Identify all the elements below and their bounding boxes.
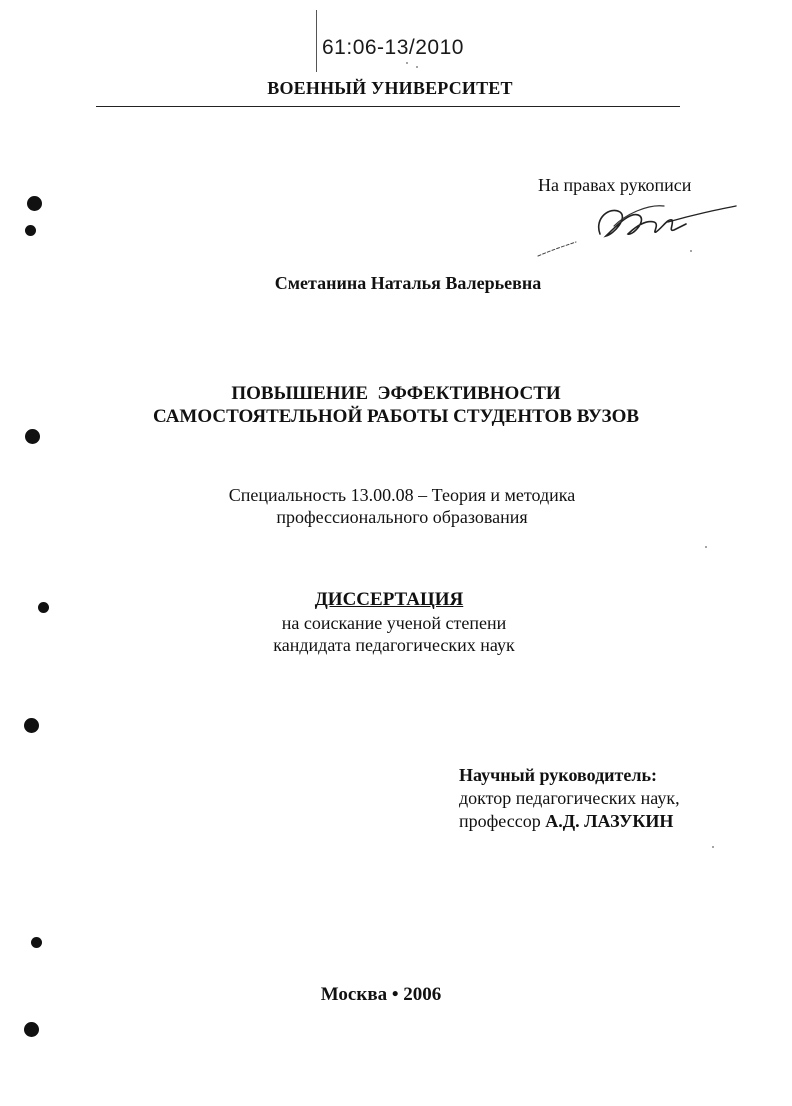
supervisor-name: А.Д. ЛАЗУКИН: [545, 811, 674, 831]
archive-stamp-number: 61:06-13/2010: [322, 36, 464, 59]
signature-image: [536, 196, 746, 266]
author-name: Сметанина Наталья Валерьевна: [274, 273, 542, 293]
supervisor-block: [459, 764, 680, 833]
place-and-year: Москва • 2006: [320, 984, 442, 1005]
scan-speck: [712, 846, 714, 848]
supervisor-degree: доктор педагогических наук,: [459, 788, 680, 808]
header-rule: [96, 106, 680, 107]
binder-hole-mark: [31, 937, 42, 948]
scan-speck: [416, 66, 418, 68]
speciality-line-2: профессионального образования: [276, 507, 528, 527]
supervisor-title: профессор: [459, 811, 541, 831]
stamp-divider: [316, 10, 317, 72]
degree-description: [0, 612, 788, 656]
manuscript-rights-label: На правах рукописи: [538, 175, 692, 195]
speciality: [0, 484, 792, 528]
speciality-line-1: Специальность 13.00.08 – Теория и методика: [228, 485, 576, 505]
university-name: ВОЕННЫЙ УНИВЕРСИТЕТ: [267, 78, 513, 98]
binder-hole-mark: [24, 1022, 39, 1037]
supervisor-title-line: [459, 810, 680, 833]
binder-hole-mark: [25, 429, 40, 444]
dissertation-heading: ДИССЕРТАЦИЯ: [314, 589, 464, 610]
dissertation-title: [0, 382, 792, 428]
scan-speck: [406, 62, 408, 64]
title-line-1: ПОВЫШЕНИЕ ЭФФЕКТИВНОСТИ: [231, 383, 561, 404]
supervisor-label: Научный руководитель:: [459, 765, 657, 785]
title-line-2: САМОСТОЯТЕЛЬНОЙ РАБОТЫ СТУДЕНТОВ ВУЗОВ: [152, 406, 640, 427]
scan-speck: [705, 546, 707, 548]
binder-hole-mark: [27, 196, 42, 211]
degree-line-1: на соискание ученой степени: [281, 613, 507, 633]
binder-hole-mark: [24, 718, 39, 733]
binder-hole-mark: [38, 602, 49, 613]
binder-hole-mark: [25, 225, 36, 236]
scan-speck: [690, 250, 692, 252]
degree-line-2: кандидата педагогических наук: [273, 635, 515, 655]
